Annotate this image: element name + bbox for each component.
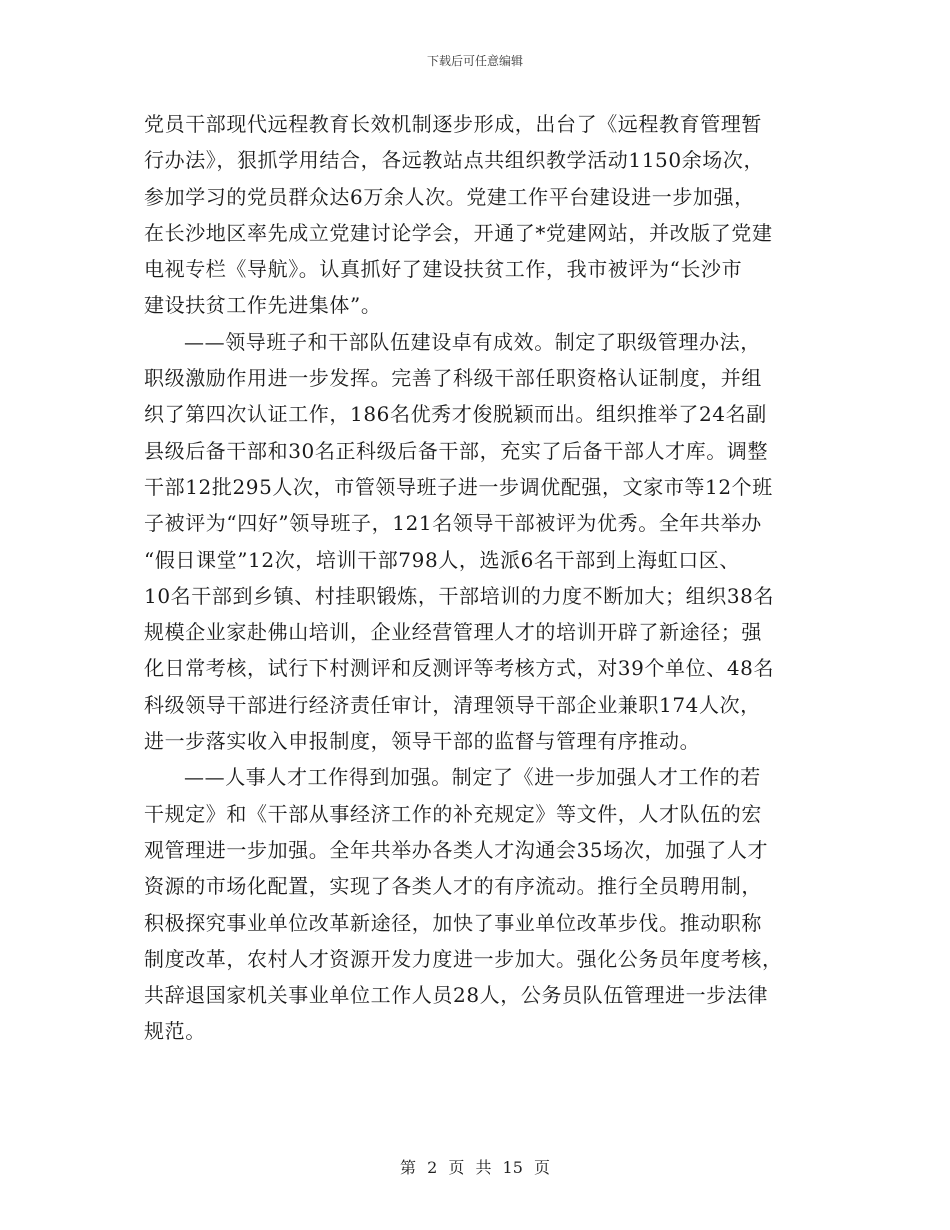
text-line: 行办法》，狠抓学用结合，各远教站点共组织教学活动1150余场次， [144,148,765,173]
text-line: 县级后备干部和30名正科级后备干部，充实了后备干部人才库。调整 [144,438,769,463]
text-line: ——人事人才工作得到加强。制定了《进一步加强人才工作的若 [184,765,761,790]
text-line: 积极探究事业单位改革新途径，加快了事业单位改革步伐。推动职称 [144,910,762,935]
text-line: 参加学习的党员群众达6万余人次。党建工作平台建设进一步加强， [144,184,755,209]
text-line: 观管理进一步加强。全年共举办各类人才沟通会35场次，加强了人才 [144,837,769,862]
text-line: 进一步落实收入申报制度，领导干部的监督与管理有序推动。 [144,729,701,754]
page-footer: 第 2 页 共 15 页 [400,1158,550,1177]
page-header: 下载后可任意编辑 [426,54,523,68]
text-line: “假日课堂”12次，培训干部798人，选派6名干部到上海虹口区、 [144,547,740,572]
paragraph [144,759,814,1049]
text-line: 科级领导干部进行经济责任审计，清理领导干部企业兼职174人次， [144,692,761,717]
paragraph [144,106,814,324]
paragraph [144,324,814,760]
text-line: 建设扶贫工作先进集体”。 [144,293,382,318]
text-line: 干部12批295人次，市管领导班子进一步调优配强，文家市等12个班 [144,474,773,499]
text-line: 电视专栏《导航》。认真抓好了建设扶贫工作，我市被评为“长沙市 [144,257,743,282]
document-body [144,106,814,1050]
text-line: 子被评为“四好”领导班子，121名领导干部被评为优秀。全年共举办 [144,511,762,536]
text-line: 干规定》和《干部从事经济工作的补充规定》等文件，人才队伍的宏 [144,801,762,826]
text-line: 资源的市场化配置，实现了各类人才的有序流动。推行全员聘用制， [144,874,762,899]
text-line: 职级激励作用进一步发挥。完善了科级干部任职资格认证制度，并组 [144,366,762,391]
text-line: 共辞退国家机关事业单位工作人员28人，公务员队伍管理进一步法律 [144,983,769,1008]
text-line: 制度改革，农村人才资源开发力度进一步加大。强化公务员年度考核， [144,946,783,971]
text-line: 织了第四次认证工作，186名优秀才俊脱颖而出。组织推举了24名副 [144,402,767,427]
text-line: ——领导班子和干部队伍建设卓有成效。制定了职级管理办法， [184,329,761,354]
text-line: 党员干部现代远程教育长效机制逐步形成，出台了《远程教育管理暂 [144,112,762,136]
text-line: 在长沙地区率先成立党建讨论学会，开通了*党建网站，并改版了党建 [144,220,773,245]
text-line: 规模企业家赴佛山培训，企业经营管理人才的培训开辟了新途径；强 [144,620,762,645]
text-line: 规范。 [144,1019,206,1044]
text-line: 化日常考核，试行下村测评和反测评等考核方式，对39个单位、48名 [144,656,775,681]
text-line: 10名干部到乡镇、村挂职锻炼，干部培训的力度不断加大；组织38名 [144,583,775,608]
